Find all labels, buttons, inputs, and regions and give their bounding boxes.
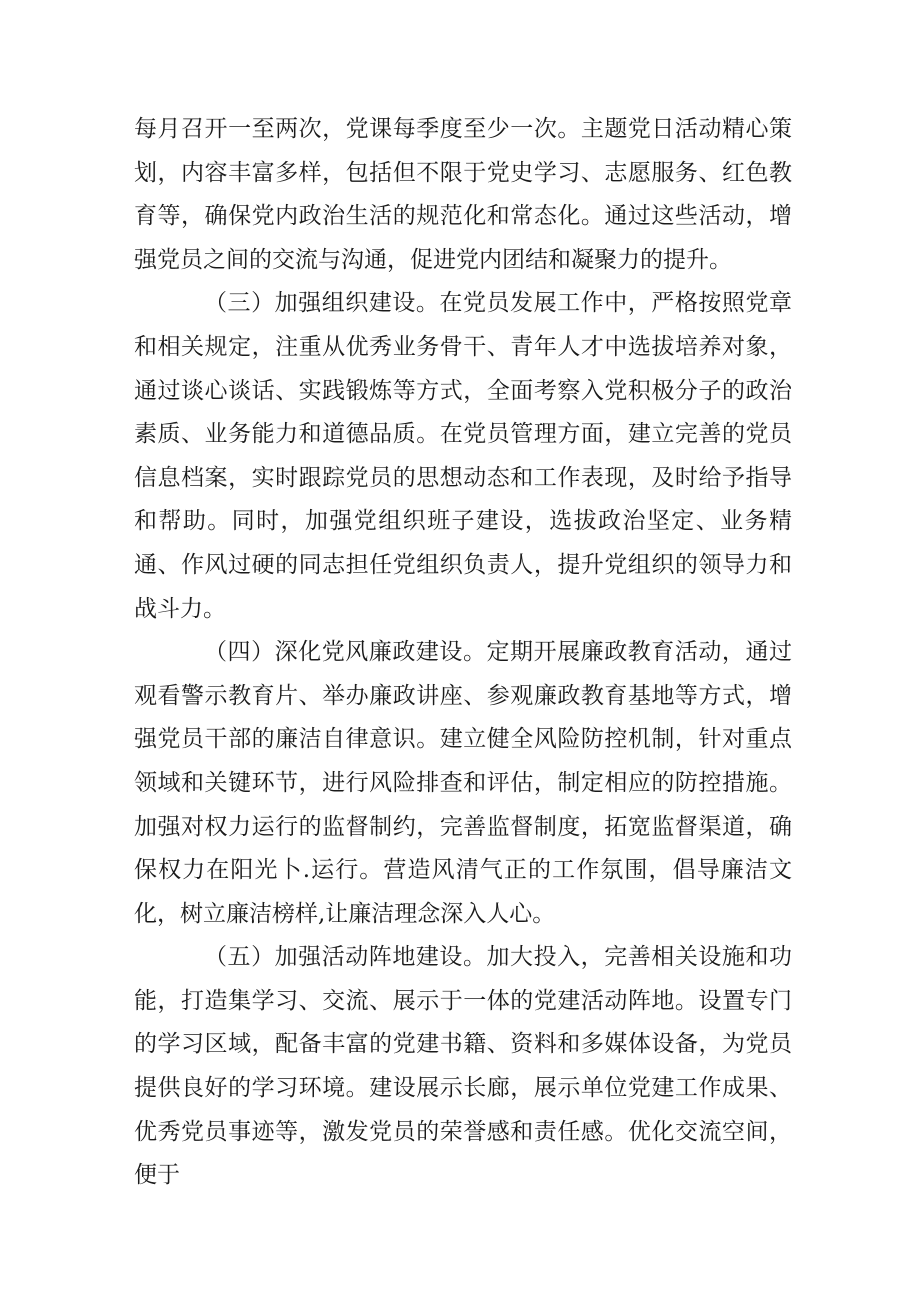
paragraph-activity-venue-building: （五）加强活动阵地建设。加大投入，完善相关设施和功能，打造集学习、交流、展示于一体的党建活动阵地。设置专门的学习区域，配备丰富的党建书籍、资料和多媒体设备，为党员提供良好的学习环境。建设展示长廊，展示单位党建工作成果、优秀党员事迹等，激发党员的荣誉感和责任感。优化交流空间，便于: [134, 944, 792, 1189]
paragraph-integrity-building: （四）深化党风廉政建设。定期开展廉政教育活动，通过观看警示教育片、举办廉政讲座、参观廉政教育基地等方式，增强党员干部的廉洁自律意识。建立健全风险防控机制，针对重点领域和关键环节，进行风险排查和评估，制定相应的防控措施。加强对权力运行的监督制约，完善监督制度，拓宽监督渠道，确保权力在阳光卜.运行。营造风清气正的工作氛围，倡导廉洁文化，树立廉洁榜样,让廉洁理念深入人心。: [134, 639, 792, 927]
paragraph-intro: 每月召开一至两次，党课每季度至少一次。主题党日活动精心策划，内容丰富多样，包括但不限于党史学习、志愿服务、红色教育等，确保党内政治生活的规范化和常态化。通过这些活动，增强党员之间的交流与沟通，促进党内团结和凝聚力的提升。: [134, 116, 792, 273]
paragraph-organization-building: （三）加强组织建设。在党员发展工作中，严格按照党章和相关规定，注重从优秀业务骨干、青年人才中选拔培养对象，通过谈心谈话、实践锻炼等方式，全面考察入党积极分子的政治素质、业务能力和道德品质。在党员管理方面，建立完善的党员信息档案，实时跟踪党员的思想动态和工作表现，及时给予指导和帮助。同时，加强党组织班子建设，选拔政治坚定、业务精通、作风过硬的同志担任党组织负责人，提升党组织的领导力和战斗力。: [134, 290, 792, 622]
document-body: [134, 108, 792, 1198]
